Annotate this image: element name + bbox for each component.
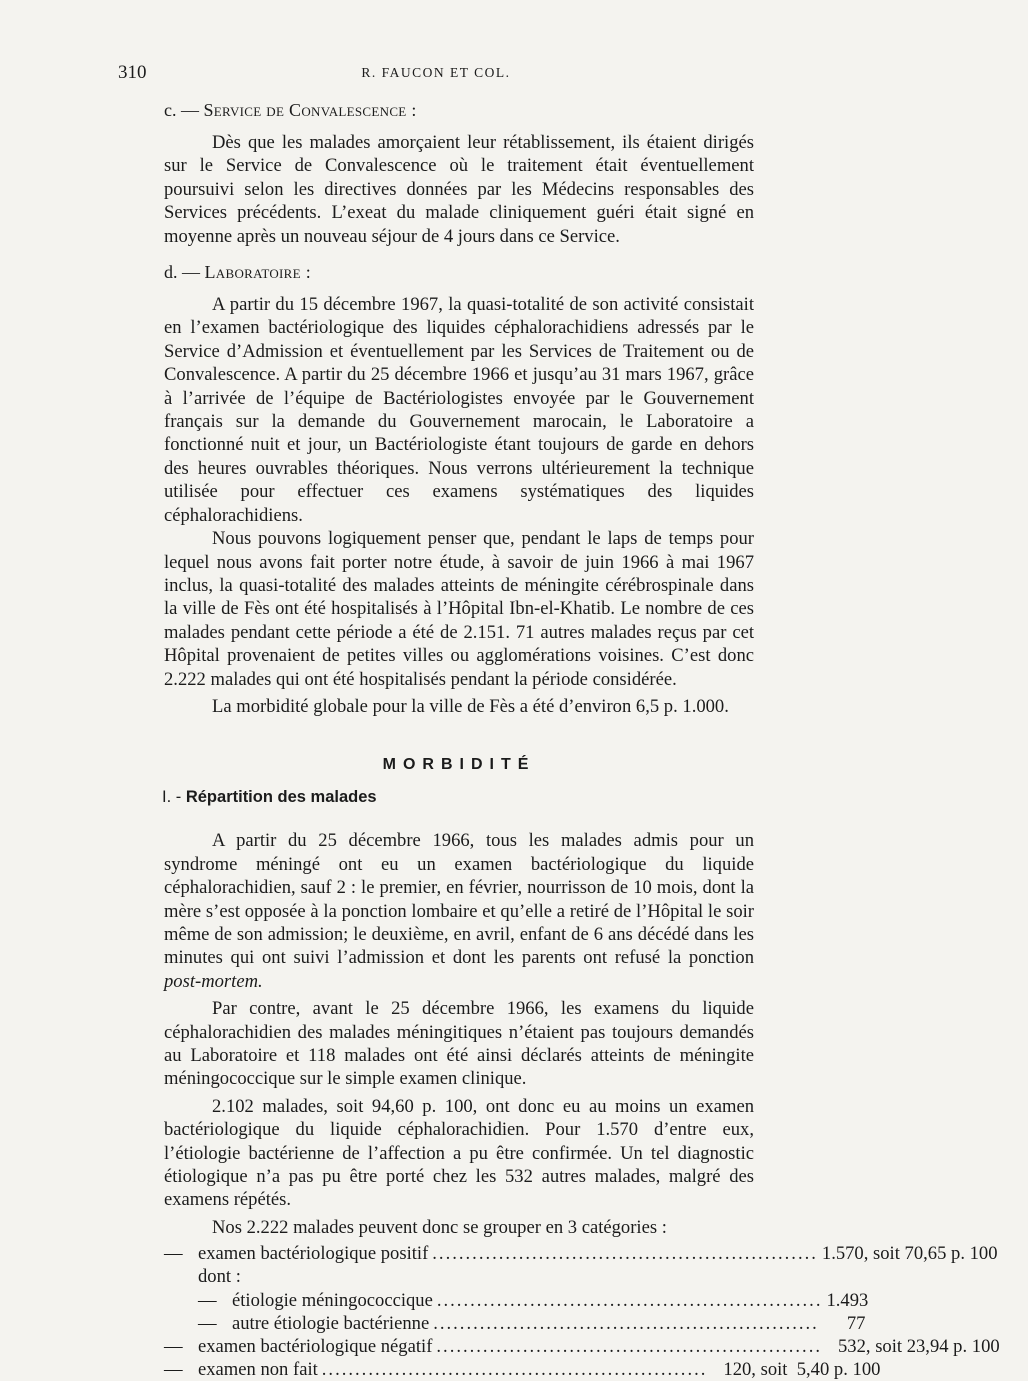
morbidite-paragraph-2: Par contre, avant le 25 décembre 1966, les examens du liquide céphalorachidien des malades méningitiques n’étaient pas toujours demandés au Laboratoire et 118 malades ont été ainsi déclarés atteints de méningite méningococcique sur le simple examen clinique. bbox=[164, 998, 754, 1090]
section-d-paragraph-3: La morbidité globale pour la ville de Fès a été d’environ 6,5 p. 1.000. bbox=[212, 695, 729, 717]
list-row-not-done bbox=[164, 1358, 881, 1381]
morbidite-paragraph-1-text: A partir du 25 décembre 1966, tous les malades admis pour un syndrome méningé ont eu un examen bactériologique du liquide céphalorachidien, sauf 2 : le premier, en février, nourrisson de 10 mois, dont la mère s’est opposée à la ponction lombaire et qu’elle a retiré de l’Hôpital le soir même de son admission; le deuxième, en avril, enfant de 6 ans décédé dans les minutes qui ont suivi l’admission et dont les parents ont refusé la ponction bbox=[164, 830, 754, 969]
section-d-title: Laboratoire : bbox=[204, 262, 311, 283]
section-d-paragraph-1: A partir du 15 décembre 1967, la quasi-totalité de son activité consistait en l’examen bactériologique des liquides céphalorachidiens adressés par le Service d’Admission et éventuellement par les Services de Traitement ou de Convalescence. A partir du 25 décembre 1966 et jusqu’au 31 mars 1967, grâce à l’arrivée de l’équipe de Bactériologistes envoyée par le Gouvernement français sur la demande du Gouvernement marocain, le Laboratoire a fonctionné nuit et jour, un Bactériologiste étant toujours de garde en dehors des heures ouvrables théoriques. Nous verrons ultérieurement la technique utilisée pour effectuer ces examens systématiques des liquides céphalorachidiens. bbox=[164, 294, 754, 526]
section-c-heading bbox=[164, 100, 754, 121]
list-dont: dont : bbox=[198, 1266, 241, 1288]
section-c-letter: c. — bbox=[164, 100, 199, 120]
category-list bbox=[164, 1242, 1000, 1381]
running-head: R. FAUCON ET COL. bbox=[361, 65, 511, 80]
leader-dots: .......................................................... bbox=[433, 1312, 819, 1334]
list-label: examen non fait bbox=[198, 1359, 318, 1381]
section-d-heading bbox=[164, 262, 754, 283]
subsection-number: I. - bbox=[162, 788, 182, 807]
list-dash: — bbox=[198, 1289, 217, 1311]
list-value: 1.493 bbox=[826, 1289, 869, 1311]
leader-dots: .......................................................... bbox=[321, 1359, 708, 1381]
list-value: 532, soit 23,94 p. 100 bbox=[838, 1336, 1000, 1358]
section-c-title: Service de Convalescence : bbox=[203, 100, 417, 120]
section-d-letter: d. — bbox=[164, 262, 200, 283]
list-value: 1.570, soit 70,65 p. 100 bbox=[821, 1243, 998, 1265]
morbidite-paragraph-1-italic: post-mortem. bbox=[164, 970, 263, 992]
list-dash: — bbox=[198, 1312, 217, 1334]
list-value: 120, soit 5,40 p. 100 bbox=[723, 1359, 881, 1381]
page-body bbox=[162, 100, 1000, 1381]
list-dash: — bbox=[164, 1336, 183, 1358]
list-intro: Nos 2.222 malades peuvent donc se grouper en 3 catégories : bbox=[212, 1216, 667, 1238]
list-row-other-bacterial bbox=[164, 1312, 866, 1335]
page-number: 310 bbox=[118, 62, 147, 83]
list-label: autre étiologie bactérienne bbox=[232, 1312, 430, 1334]
list-dash: — bbox=[164, 1359, 183, 1381]
list-dash: — bbox=[164, 1243, 183, 1265]
list-label: examen bactériologique positif bbox=[198, 1243, 429, 1265]
morbidite-paragraph-3: 2.102 malades, soit 94,60 p. 100, ont donc eu au moins un examen bactériologique du liquide céphalorachidien. Pour 1.570 d’entre eux, l’étiologie bactérienne de l’affection a pu être confirmée. Un tel diagnostic étiologique n’a pas pu être porté chez les 532 autres malades, malgré des examens répétés. bbox=[164, 1095, 754, 1211]
section-c-paragraph: Dès que les malades amorçaient leur rétablissement, ils étaient dirigés sur le Service de Convalescence où le traitement était éventuellement poursuivi selon les directives données par les Médecins responsables des Services précédents. L’exeat du malade cliniquement guéri était signé en moyenne après un nouveau séjour de 4 jours dans ce Service. bbox=[164, 132, 754, 247]
subsection-title: Répartition des malades bbox=[185, 788, 377, 807]
list-label: examen bactériologique négatif bbox=[198, 1336, 433, 1358]
leader-dots: .......................................................... bbox=[436, 1336, 822, 1358]
list-row-positive bbox=[164, 1242, 998, 1265]
list-value: 77 bbox=[846, 1312, 866, 1334]
list-label: étiologie méningococcique bbox=[232, 1289, 433, 1311]
leader-dots: .......................................................... bbox=[436, 1289, 823, 1311]
chapter-title: MORBIDITÉ bbox=[382, 756, 536, 774]
list-row-negative bbox=[164, 1335, 1000, 1358]
page-header bbox=[118, 62, 754, 90]
morbidite-paragraph-1 bbox=[164, 829, 754, 993]
subsection-heading bbox=[162, 788, 754, 807]
section-d-paragraph-2: Nous pouvons logiquement penser que, pendant le laps de temps pour lequel nous avons fait porter notre étude, à savoir de juin 1966 à mai 1967 inclus, la quasi-totalité des malades atteints de méningite cérébrospinale dans la ville de Fès ont été hospitalisés à l’Hôpital Ibn-el-Khatib. Le nombre de ces malades pendant cette période a été de 2.151. 71 autres malades reçus par cet Hôpital provenaient de petites villes ou agglomérations voisines. C’est donc 2.222 malades qui ont été hospitalisés pendant la période considérée. bbox=[164, 528, 754, 690]
list-row-meningococcal bbox=[164, 1289, 869, 1312]
leader-dots: .......................................................... bbox=[432, 1243, 818, 1265]
